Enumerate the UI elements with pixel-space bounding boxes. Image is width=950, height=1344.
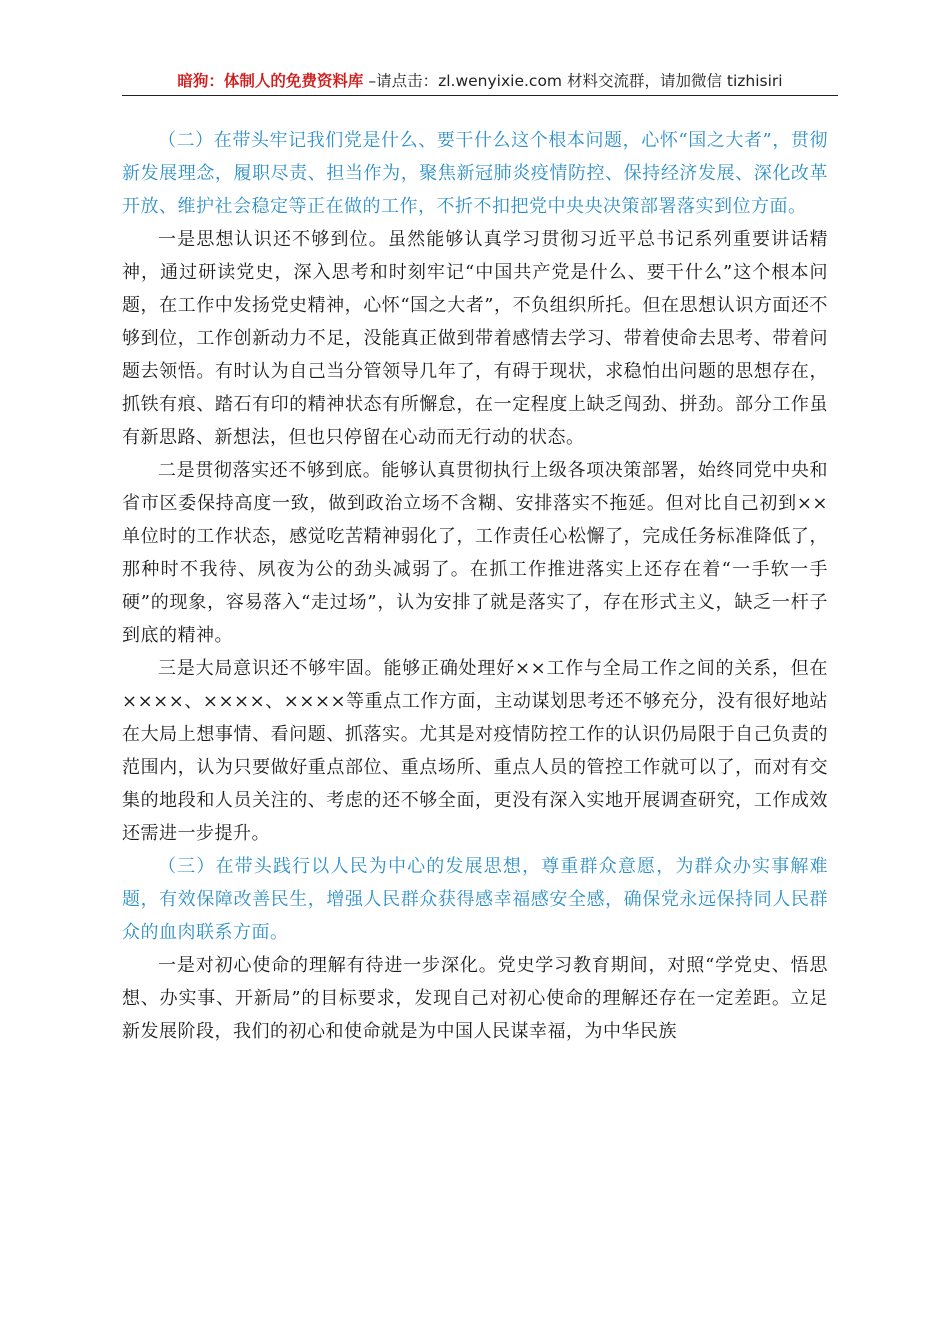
- page-header: [122, 68, 838, 94]
- body-paragraph: 一是对初心使命的理解有待进一步深化。党史学习教育期间，对照“学党史、悟思想、办实事、开新局”的目标要求，发现自己对初心使命的理解还存在一定差距。立足新发展阶段，我们的初心和使命就是为中国人民谋幸福，为中华民族: [122, 955, 828, 1042]
- document-body: [122, 124, 828, 1048]
- body-paragraph: 三是大局意识还不够牢固。能够正确处理好××工作与全局工作之间的关系，但在××××、××××、××××等重点工作方面，主动谋划思考还不够充分，没有很好地站在大局上想事情、看问题、抓落实。尤其是对疫情防控工作的认识仍局限于自己负责的范围内，认为只要做好重点部位、重点场所、重点人员的管控工作就可以了，而对有交集的地段和人员关注的、考虑的还不够全面，更没有深入实地开展调查研究，工作成效还需进一步提升。: [122, 658, 828, 844]
- header-site-name: 暗狗：体制人的免费资料库: [177, 72, 364, 90]
- header-link-prompt[interactable]: –请点击：zl.wenyixie.com: [368, 72, 563, 90]
- section-heading-3: （三）在带头践行以人民为中心的发展思想，尊重群众意愿，为群众办实事解难题，有效保障改善民生，增强人民群众获得感幸福感安全感，确保党永远保持同人民群众的血肉联系方面。: [122, 856, 828, 943]
- section-heading-2: （二）在带头牢记我们党是什么、要干什么这个根本问题，心怀“国之大者”，贯彻新发展理念，履职尽责、担当作为，聚焦新冠肺炎疫情防控、保持经济发展、深化改革开放、维护社会稳定等正在做的工作，不折不扣把党中央央决策部署落实到位方面。: [122, 130, 828, 217]
- header-divider: [122, 95, 838, 96]
- body-paragraph: 二是贯彻落实还不够到底。能够认真贯彻执行上级各项决策部署，始终同党中央和省市区委保持高度一致，做到政治立场不含糊、安排落实不拖延。但对比自己初到××单位时的工作状态，感觉吃苦精神弱化了，工作责任心松懈了，完成任务标准降低了，那种时不我待、夙夜为公的劲头减弱了。在抓工作推进落实上还存在着“一手软一手硬”的现象，容易落入“走过场”，认为安排了就是落实了，存在形式主义，缺乏一杆子到底的精神。: [122, 460, 828, 646]
- body-paragraph: 一是思想认识还不够到位。虽然能够认真学习贯彻习近平总书记系列重要讲话精神，通过研读党史，深入思考和时刻牢记“中国共产党是什么、要干什么”这个根本问题，在工作中发扬党史精神，心怀“国之大者”，不负组织所托。但在思想认识方面还不够到位，工作创新动力不足，没能真正做到带着感情去学习、带着使命去思考、带着问题去领悟。有时认为自己当分管领导几年了，有碍于现状，求稳怕出问题的思想存在，抓铁有痕、踏石有印的精神状态有所懈怠，在一定程度上缺乏闯劲、拼劲。部分工作虽有新思路、新想法，但也只停留在心动而无行动的状态。: [122, 229, 828, 448]
- header-group-note: 材料交流群，请加微信 tizhisiri: [566, 72, 783, 90]
